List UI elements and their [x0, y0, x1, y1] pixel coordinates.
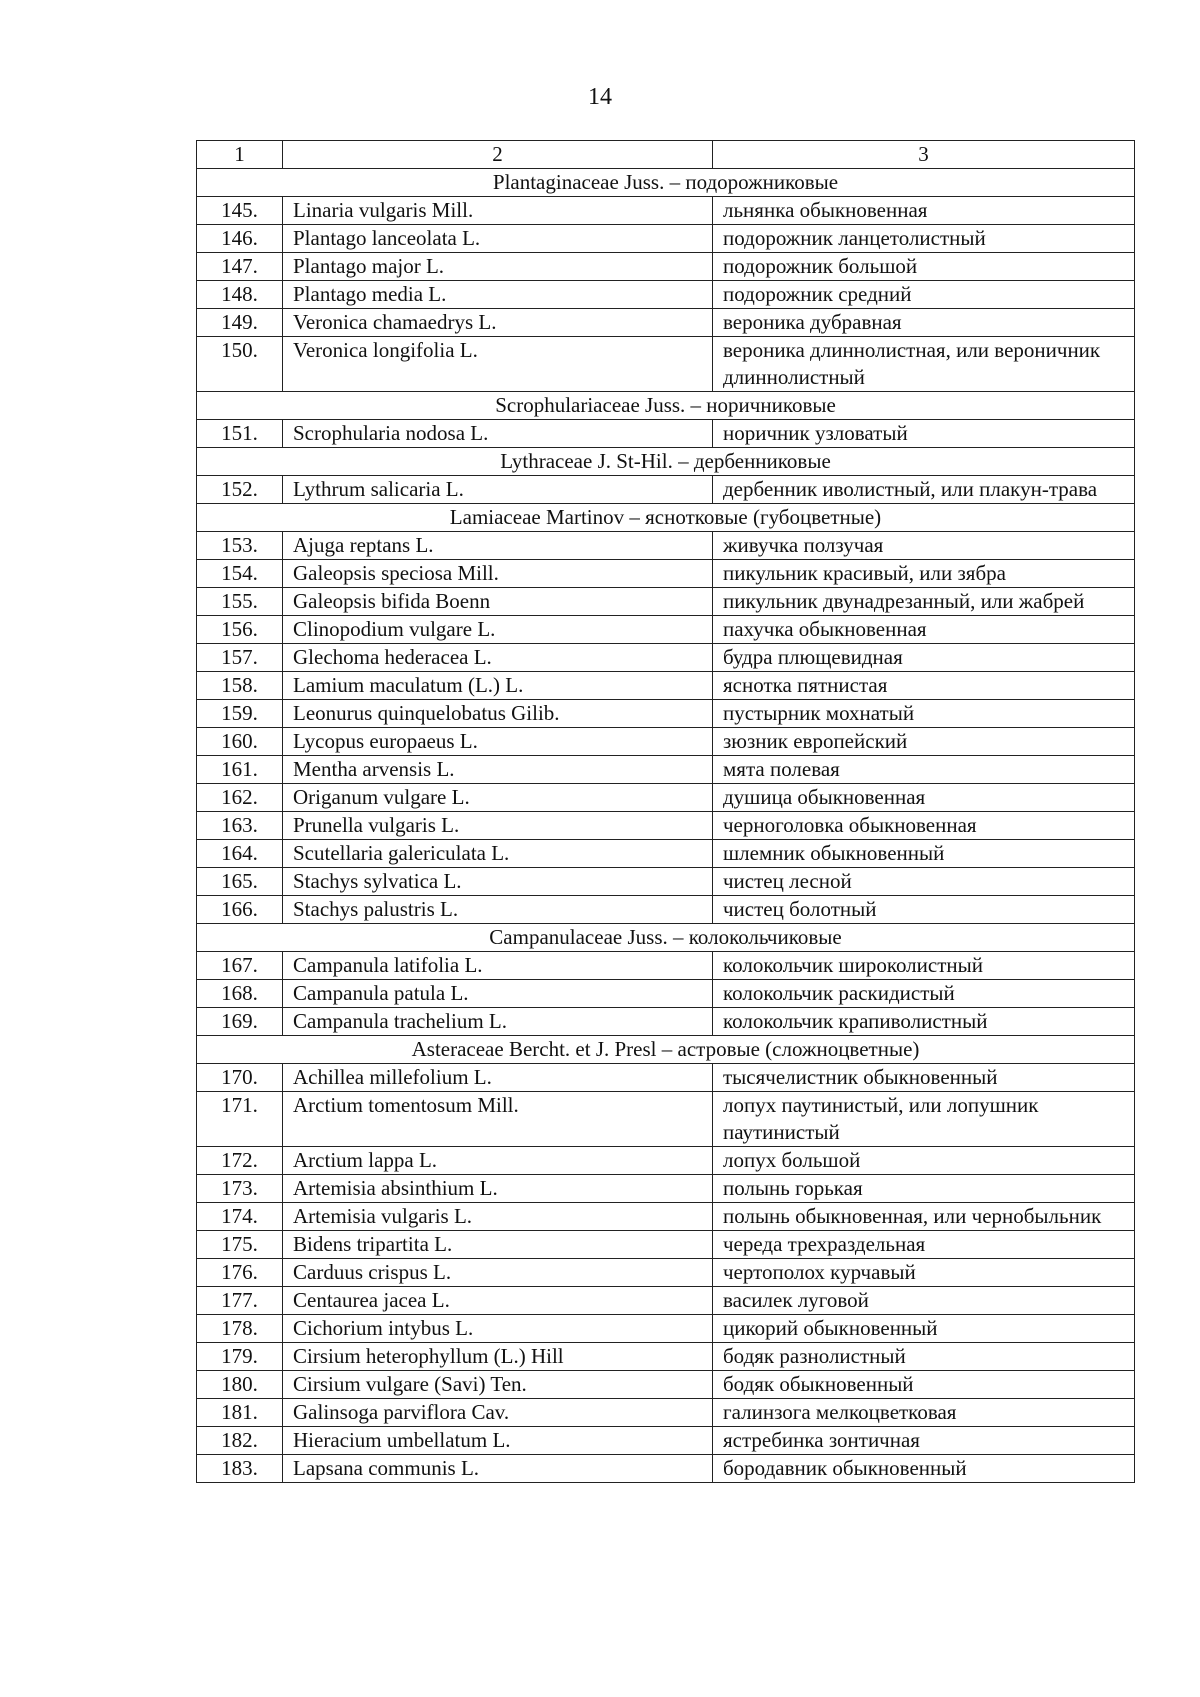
latin-name: Veronica longifolia L. [283, 337, 713, 392]
table-row [197, 1315, 1135, 1343]
species-number: 152. [197, 476, 283, 504]
species-number: 147. [197, 253, 283, 281]
latin-name: Lycopus europaeus L. [283, 728, 713, 756]
latin-name: Origanum vulgare L. [283, 784, 713, 812]
russian-name: чистец болотный [713, 896, 1135, 924]
table-row [197, 420, 1135, 448]
family-header-row [197, 169, 1135, 197]
russian-name: зюзник европейский [713, 728, 1135, 756]
latin-name: Cichorium intybus L. [283, 1315, 713, 1343]
species-number: 159. [197, 700, 283, 728]
latin-name: Arctium tomentosum Mill. [283, 1092, 713, 1147]
russian-name: яснотка пятнистая [713, 672, 1135, 700]
table-row [197, 476, 1135, 504]
family-name: Lythraceae J. St-Hil. – дербенниковые [197, 448, 1135, 476]
latin-name: Carduus crispus L. [283, 1259, 713, 1287]
russian-name: пустырник мохнатый [713, 700, 1135, 728]
latin-name: Plantago major L. [283, 253, 713, 281]
species-number: 182. [197, 1427, 283, 1455]
russian-name: бодяк разнолистный [713, 1343, 1135, 1371]
russian-name: душица обыкновенная [713, 784, 1135, 812]
page-number: 14 [588, 84, 612, 110]
russian-name: дербенник иволистный, или плакун-трава [713, 476, 1135, 504]
table-row [197, 1399, 1135, 1427]
table-row [197, 812, 1135, 840]
table-row [197, 700, 1135, 728]
family-name: Campanulaceae Juss. – колокольчиковые [197, 924, 1135, 952]
russian-name: подорожник ланцетолистный [713, 225, 1135, 253]
species-number: 178. [197, 1315, 283, 1343]
latin-name: Bidens tripartita L. [283, 1231, 713, 1259]
russian-name: колокольчик раскидистый [713, 980, 1135, 1008]
latin-name: Galinsoga parviflora Cav. [283, 1399, 713, 1427]
latin-name: Centaurea jacea L. [283, 1287, 713, 1315]
latin-name: Cirsium heterophyllum (L.) Hill [283, 1343, 713, 1371]
table-row [197, 225, 1135, 253]
table-row [197, 1371, 1135, 1399]
russian-name: вероника дубравная [713, 309, 1135, 337]
table-header-row [197, 141, 1135, 169]
table-row [197, 756, 1135, 784]
table-row [197, 1343, 1135, 1371]
latin-name: Linaria vulgaris Mill. [283, 197, 713, 225]
table-row [197, 728, 1135, 756]
russian-name: чистец лесной [713, 868, 1135, 896]
latin-name: Campanula trachelium L. [283, 1008, 713, 1036]
table-row [197, 1008, 1135, 1036]
latin-name: Cirsium vulgare (Savi) Ten. [283, 1371, 713, 1399]
species-number: 145. [197, 197, 283, 225]
latin-name: Stachys palustris L. [283, 896, 713, 924]
table-row [197, 1147, 1135, 1175]
russian-name: пахучка обыкновенная [713, 616, 1135, 644]
table-row [197, 644, 1135, 672]
table-row [197, 309, 1135, 337]
species-number: 160. [197, 728, 283, 756]
table-row [197, 532, 1135, 560]
table-row [197, 253, 1135, 281]
table-row [197, 1427, 1135, 1455]
table-row [197, 896, 1135, 924]
table-row [197, 672, 1135, 700]
family-name: Plantaginaceae Juss. – подорожниковые [197, 169, 1135, 197]
russian-name: мята полевая [713, 756, 1135, 784]
species-number: 150. [197, 337, 283, 392]
species-number: 175. [197, 1231, 283, 1259]
species-number: 158. [197, 672, 283, 700]
russian-name: колокольчик крапиволистный [713, 1008, 1135, 1036]
species-number: 167. [197, 952, 283, 980]
table-row [197, 1064, 1135, 1092]
table-row [197, 616, 1135, 644]
species-number: 151. [197, 420, 283, 448]
russian-name: василек луговой [713, 1287, 1135, 1315]
latin-name: Hieracium umbellatum L. [283, 1427, 713, 1455]
russian-name: подорожник большой [713, 253, 1135, 281]
table-row [197, 1259, 1135, 1287]
latin-name: Clinopodium vulgare L. [283, 616, 713, 644]
russian-name: подорожник средний [713, 281, 1135, 309]
family-header-row [197, 924, 1135, 952]
latin-name: Mentha arvensis L. [283, 756, 713, 784]
russian-name: пикульник красивый, или зябра [713, 560, 1135, 588]
family-header-row [197, 392, 1135, 420]
russian-name: бодяк обыкновенный [713, 1371, 1135, 1399]
latin-name: Plantago lanceolata L. [283, 225, 713, 253]
family-name: Lamiaceae Martinov – яснотковые (губоцветные) [197, 504, 1135, 532]
species-number: 177. [197, 1287, 283, 1315]
latin-name: Galeopsis speciosa Mill. [283, 560, 713, 588]
table-row [197, 840, 1135, 868]
species-number: 162. [197, 784, 283, 812]
species-number: 155. [197, 588, 283, 616]
russian-name: бородавник обыкновенный [713, 1455, 1135, 1483]
table-row [197, 980, 1135, 1008]
table-row [197, 784, 1135, 812]
table-row [197, 197, 1135, 225]
species-number: 174. [197, 1203, 283, 1231]
species-number: 148. [197, 281, 283, 309]
species-number: 171. [197, 1092, 283, 1147]
species-number: 161. [197, 756, 283, 784]
table-row [197, 1455, 1135, 1483]
latin-name: Artemisia absinthium L. [283, 1175, 713, 1203]
latin-name: Plantago media L. [283, 281, 713, 309]
russian-name: чертополох курчавый [713, 1259, 1135, 1287]
latin-name: Ajuga reptans L. [283, 532, 713, 560]
latin-name: Lapsana communis L. [283, 1455, 713, 1483]
russian-name: черноголовка обыкновенная [713, 812, 1135, 840]
species-number: 166. [197, 896, 283, 924]
russian-name: полынь обыкновенная, или чернобыльник [713, 1203, 1135, 1231]
species-number: 176. [197, 1259, 283, 1287]
latin-name: Scrophularia nodosa L. [283, 420, 713, 448]
species-number: 169. [197, 1008, 283, 1036]
table-row [197, 337, 1135, 392]
species-number: 181. [197, 1399, 283, 1427]
latin-name: Campanula latifolia L. [283, 952, 713, 980]
russian-name: пикульник двунадрезанный, или жабрей [713, 588, 1135, 616]
species-number: 172. [197, 1147, 283, 1175]
column-header-1: 1 [197, 141, 283, 169]
russian-name: лопух паутинистый, или лопушник паутинистый [713, 1092, 1135, 1147]
species-number: 153. [197, 532, 283, 560]
russian-name: галинзога мелкоцветковая [713, 1399, 1135, 1427]
russian-name: полынь горькая [713, 1175, 1135, 1203]
table-row [197, 588, 1135, 616]
family-header-row [197, 448, 1135, 476]
family-name: Asteraceae Bercht. et J. Presl – астровые (сложноцветные) [197, 1036, 1135, 1064]
species-number: 183. [197, 1455, 283, 1483]
table-row [197, 281, 1135, 309]
russian-name: живучка ползучая [713, 532, 1135, 560]
table-row [197, 868, 1135, 896]
latin-name: Campanula patula L. [283, 980, 713, 1008]
latin-name: Lamium maculatum (L.) L. [283, 672, 713, 700]
species-number: 157. [197, 644, 283, 672]
russian-name: льнянка обыкновенная [713, 197, 1135, 225]
column-header-2: 2 [283, 141, 713, 169]
latin-name: Artemisia vulgaris L. [283, 1203, 713, 1231]
latin-name: Galeopsis bifida Boenn [283, 588, 713, 616]
russian-name: норичник узловатый [713, 420, 1135, 448]
latin-name: Prunella vulgaris L. [283, 812, 713, 840]
russian-name: колокольчик широколистный [713, 952, 1135, 980]
column-header-3: 3 [713, 141, 1135, 169]
latin-name: Arctium lappa L. [283, 1147, 713, 1175]
species-number: 170. [197, 1064, 283, 1092]
table-row [197, 1287, 1135, 1315]
russian-name: ястребинка зонтичная [713, 1427, 1135, 1455]
russian-name: лопух большой [713, 1147, 1135, 1175]
species-number: 179. [197, 1343, 283, 1371]
latin-name: Achillea millefolium L. [283, 1064, 713, 1092]
russian-name: будра плющевидная [713, 644, 1135, 672]
species-number: 173. [197, 1175, 283, 1203]
species-number: 146. [197, 225, 283, 253]
family-header-row [197, 504, 1135, 532]
table-row [197, 952, 1135, 980]
russian-name: шлемник обыкновенный [713, 840, 1135, 868]
species-number: 164. [197, 840, 283, 868]
latin-name: Leonurus quinquelobatus Gilib. [283, 700, 713, 728]
latin-name: Glechoma hederacea L. [283, 644, 713, 672]
table-row [197, 1203, 1135, 1231]
latin-name: Veronica chamaedrys L. [283, 309, 713, 337]
species-number: 168. [197, 980, 283, 1008]
family-name: Scrophulariaceae Juss. – норичниковые [197, 392, 1135, 420]
table-row [197, 560, 1135, 588]
family-header-row [197, 1036, 1135, 1064]
species-number: 156. [197, 616, 283, 644]
russian-name: тысячелистник обыкновенный [713, 1064, 1135, 1092]
species-number: 180. [197, 1371, 283, 1399]
russian-name: вероника длиннолистная, или вероничник длиннолистный [713, 337, 1135, 392]
species-number: 154. [197, 560, 283, 588]
russian-name: цикорий обыкновенный [713, 1315, 1135, 1343]
table-row [197, 1231, 1135, 1259]
russian-name: череда трехраздельная [713, 1231, 1135, 1259]
species-number: 149. [197, 309, 283, 337]
latin-name: Lythrum salicaria L. [283, 476, 713, 504]
latin-name: Stachys sylvatica L. [283, 868, 713, 896]
species-number: 163. [197, 812, 283, 840]
latin-name: Scutellaria galericulata L. [283, 840, 713, 868]
species-number: 165. [197, 868, 283, 896]
table-row [197, 1175, 1135, 1203]
species-table [196, 140, 1135, 1483]
table-row [197, 1092, 1135, 1147]
